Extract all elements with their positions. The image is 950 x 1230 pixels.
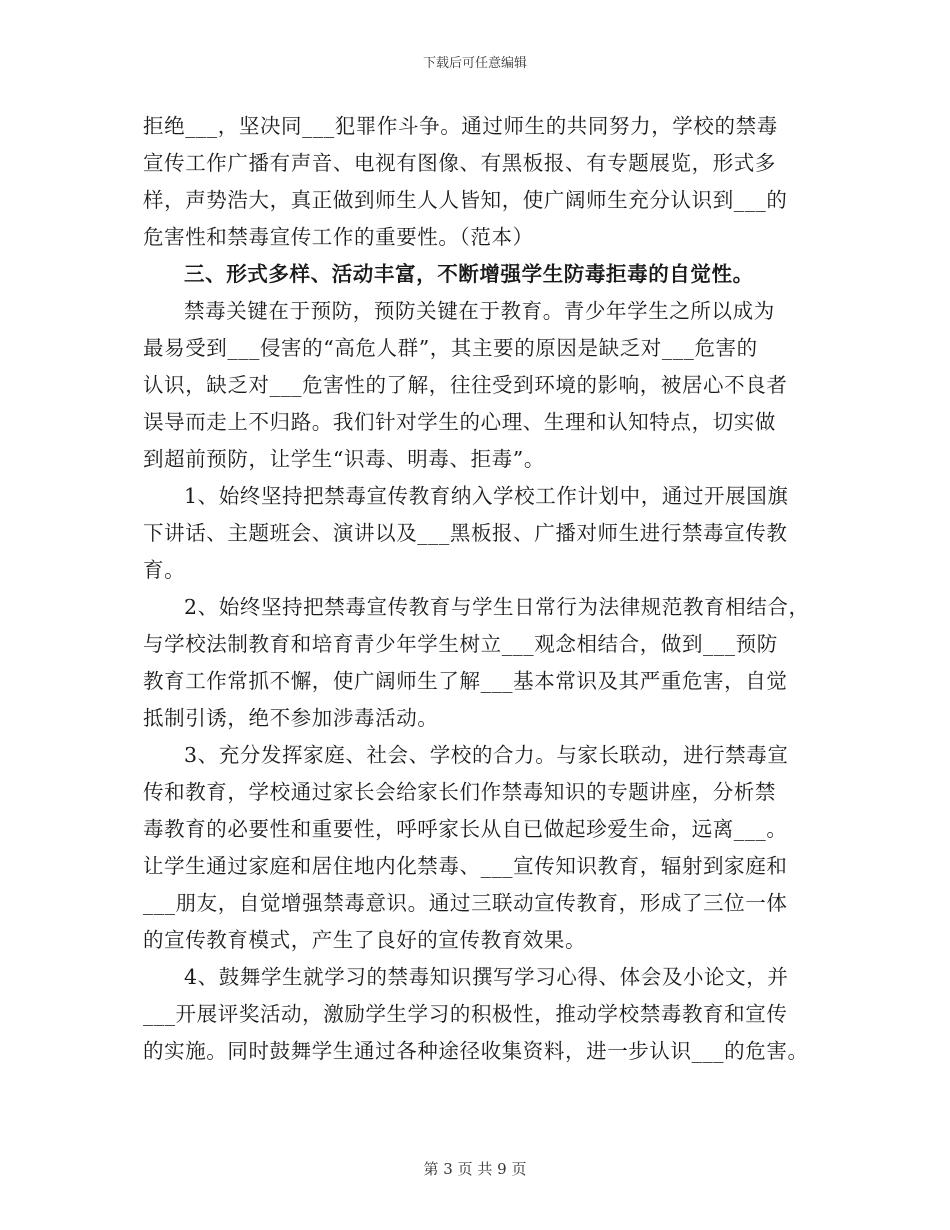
text-line: 育。 xyxy=(143,558,186,582)
page-header: 下载后可任意编辑 xyxy=(422,56,527,71)
text-line: 3、充分发挥家庭、社会、学校的合力。与家长联动，进行禁毒宣 xyxy=(184,743,789,767)
text-line: 与学校法制教育和培育青少年学生树立___观念相结合，做到___预防 xyxy=(143,632,778,656)
text-line: ___开展评奖活动，激励学生学习的积极性，推动学校禁毒教育和宣传 xyxy=(143,1002,788,1026)
text-line: 的实施。同时鼓舞学生通过各种途径收集资料，进一步认识___的危害。 xyxy=(143,1039,809,1063)
text-line: 到超前预防，让学生“识毒、明毒、拒毒”。 xyxy=(143,447,545,471)
text-line: 1、始终坚持把禁毒宣传教育纳入学校工作计划中，通过开展国旗 xyxy=(184,484,789,508)
section-heading: 三、形式多样、活动丰富，不断增强学生防毒拒毒的自觉性。 xyxy=(184,262,754,286)
text-line: ___朋友，自觉增强禁毒意识。通过三联动宣传教育，形成了三位一体 xyxy=(143,891,788,915)
text-line: 下讲话、主题班会、演讲以及___黑板报、广播对师生进行禁毒宣传教 xyxy=(143,521,788,545)
text-line: 误导而走上不归路。我们针对学生的心理、生理和认知特点，切实做 xyxy=(143,410,776,434)
document-body xyxy=(143,108,823,1070)
text-line: 毒教育的必要性和重要性，呼呼家长从自已做起珍爱生命，远离___。 xyxy=(143,817,788,841)
text-line: 认识，缺乏对___危害性的了解，往往受到环境的影响，被居心不良者 xyxy=(143,373,788,397)
text-line: 宣传工作广播有声音、电视有图像、有黑板报、有专题展览，形式多 xyxy=(143,151,776,175)
text-line: 传和教育，学校通过家长会给家长们作禁毒知识的专题讲座，分析禁 xyxy=(143,780,776,804)
text-line: 拒绝___，坚决同___犯罪作斗争。通过师生的共同努力，学校的禁毒 xyxy=(143,114,778,138)
text-line: 4、鼓舞学生就学习的禁毒知识撰写学习心得、体会及小论文，并 xyxy=(184,965,789,989)
text-line: 2、始终坚持把禁毒宣传教育与学生日常行为法律规范教育相结合， xyxy=(184,595,810,619)
text-line: 抵制引诱，绝不参加涉毒活动。 xyxy=(143,706,439,730)
page-footer: 第 3 页 共 9 页 xyxy=(423,1160,527,1178)
text-line: 的宣传教育模式，产生了良好的宣传教育效果。 xyxy=(143,928,587,952)
text-line: 禁毒关键在于预防，预防关键在于教育。青少年学生之所以成为 xyxy=(184,299,775,323)
text-line: 教育工作常抓不懈，使广阔师生了解___基本常识及其严重危害，自觉 xyxy=(143,669,788,693)
text-line: 样，声势浩大，真正做到师生人人皆知，使广阔师生充分认识到___的 xyxy=(143,188,788,212)
text-line: 最易受到___侵害的“高危人群”，其主要的原因是缺乏对___危害的 xyxy=(143,336,758,360)
text-line: 让学生通过家庭和居住地内化禁毒、___宣传知识教育，辐射到家庭和 xyxy=(143,854,788,878)
text-line: 危害性和禁毒宣传工作的重要性。（范本） xyxy=(143,225,534,249)
